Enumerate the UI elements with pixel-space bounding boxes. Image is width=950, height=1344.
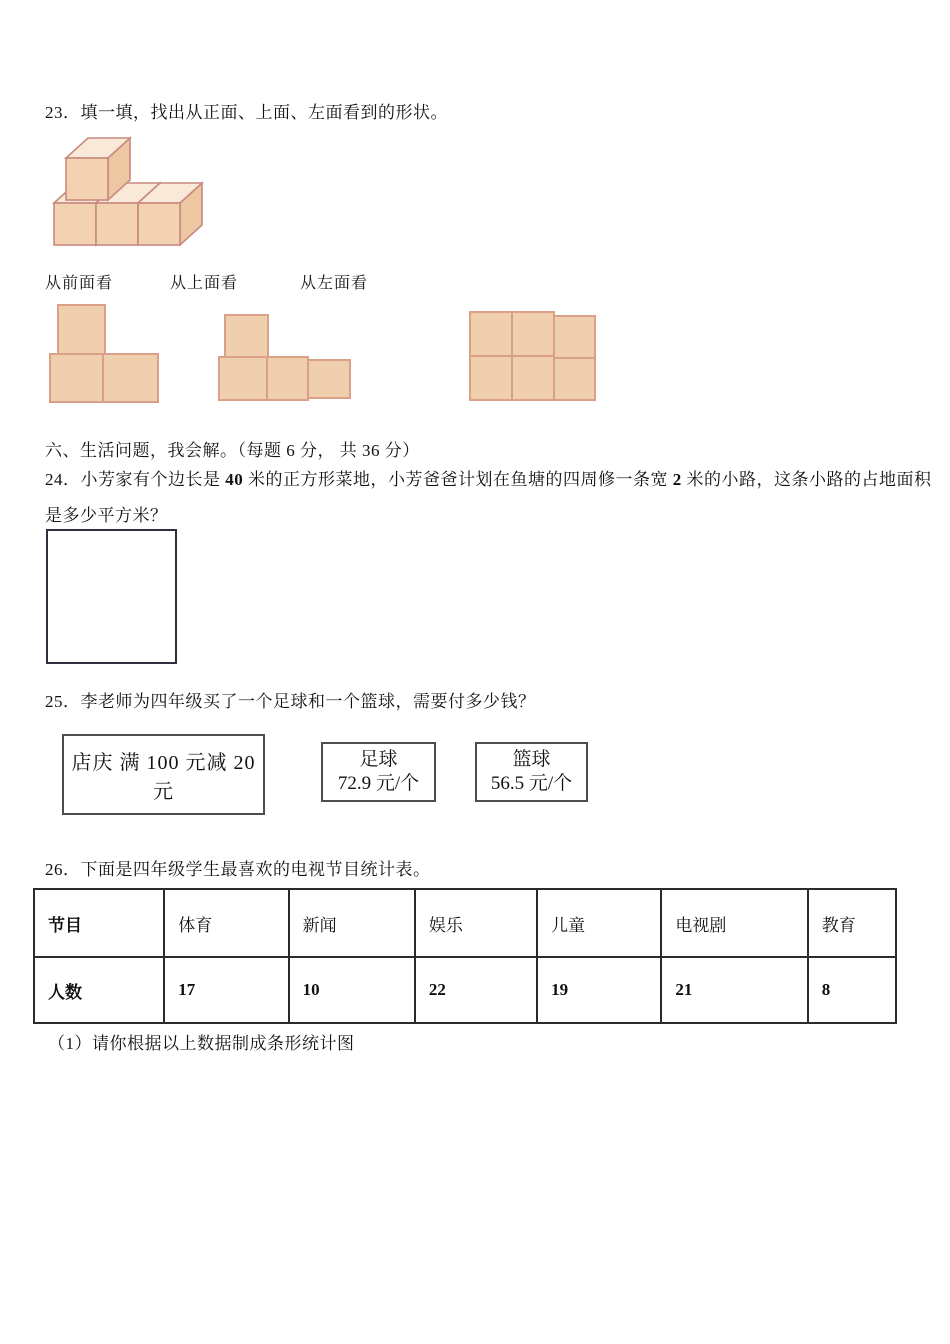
promo-box xyxy=(62,734,265,815)
answer-workspace-box xyxy=(46,529,177,664)
table-cell-value: 22 xyxy=(415,957,537,1023)
unit-square xyxy=(267,357,308,400)
basketball-name: 篮球 xyxy=(512,749,551,770)
q24-num1: 40 xyxy=(225,470,244,489)
question-26-text: 26．下面是四年级学生最喜欢的电视节目统计表。 xyxy=(45,860,431,879)
unit-square xyxy=(554,316,595,358)
football-price: 72.9 元/个 xyxy=(337,773,420,794)
table-cell-column: 娱乐 xyxy=(415,889,537,957)
unit-square xyxy=(219,357,267,400)
view-answer-shapes xyxy=(40,300,600,405)
unit-square xyxy=(512,356,554,400)
section-six-heading: 六、生活问题，我会解。（每题 6 分， 共 36 分） xyxy=(45,441,420,460)
table-cell-program-label: 节目 xyxy=(34,889,164,957)
cube-stack-figure xyxy=(46,133,246,258)
football-name: 足球 xyxy=(359,749,398,770)
table-cell-column: 体育 xyxy=(164,889,288,957)
q24-seg1: 24．小芳家有个边长是 xyxy=(45,470,226,489)
q24-seg3: 米的小路，这条小路的占地面积 xyxy=(681,470,932,489)
question-25-text: 25．李老师为四年级买了一个足球和一个篮球，需要付多少钱？ xyxy=(45,692,536,711)
table-cell-value: 8 xyxy=(808,957,896,1023)
question-23-text: 23．填一填，找出从正面、上面、左面看到的形状。 xyxy=(45,103,448,122)
table-values-row xyxy=(34,957,896,1023)
unit-square xyxy=(470,312,512,356)
table-cell-column: 儿童 xyxy=(537,889,661,957)
cube-front-face xyxy=(54,203,96,245)
unit-square xyxy=(554,358,595,400)
view-label-left: 从左面看 xyxy=(300,275,369,292)
unit-square xyxy=(308,360,350,398)
promo-text: 店庆 满 100 元减 20 元 xyxy=(71,751,256,803)
q24-num2: 2 xyxy=(672,470,682,489)
cube-front-face xyxy=(138,203,180,245)
table-cell-value: 10 xyxy=(289,957,415,1023)
question-24-line2: 是多少平方米？ xyxy=(45,506,168,525)
question-24-line1 xyxy=(45,465,932,490)
cube-front-face xyxy=(66,158,108,200)
unit-square xyxy=(225,315,268,357)
unit-square xyxy=(470,356,512,400)
q24-seg2: 米的正方形菜地，小芳爸爸计划在鱼塘的四周修一条宽 xyxy=(243,470,673,489)
unit-square xyxy=(512,312,554,356)
table-cell-column: 电视剧 xyxy=(661,889,807,957)
unit-square xyxy=(50,354,103,402)
table-cell-column: 新闻 xyxy=(289,889,415,957)
basketball-price-box xyxy=(475,742,588,802)
table-cell-value: 21 xyxy=(661,957,807,1023)
question-26-sub1: （1）请你根据以上数据制成条形统计图 xyxy=(48,1034,355,1053)
table-cell-value: 19 xyxy=(537,957,661,1023)
football-price-box xyxy=(321,742,436,802)
left-view-shape xyxy=(470,312,595,400)
front-view-shape xyxy=(50,305,158,402)
unit-square xyxy=(58,305,105,354)
cube-front-face xyxy=(96,203,138,245)
tv-program-stats-table xyxy=(33,888,897,1024)
view-label-top: 从上面看 xyxy=(170,275,239,292)
table-cell-column: 教育 xyxy=(808,889,896,957)
table-header-row xyxy=(34,889,896,957)
table-cell-count-label: 人数 xyxy=(34,957,164,1023)
table-cell-value: 17 xyxy=(164,957,288,1023)
view-label-front: 从前面看 xyxy=(45,275,114,292)
basketball-price: 56.5 元/个 xyxy=(490,773,573,794)
unit-square xyxy=(103,354,158,402)
top-view-shape xyxy=(219,315,350,400)
